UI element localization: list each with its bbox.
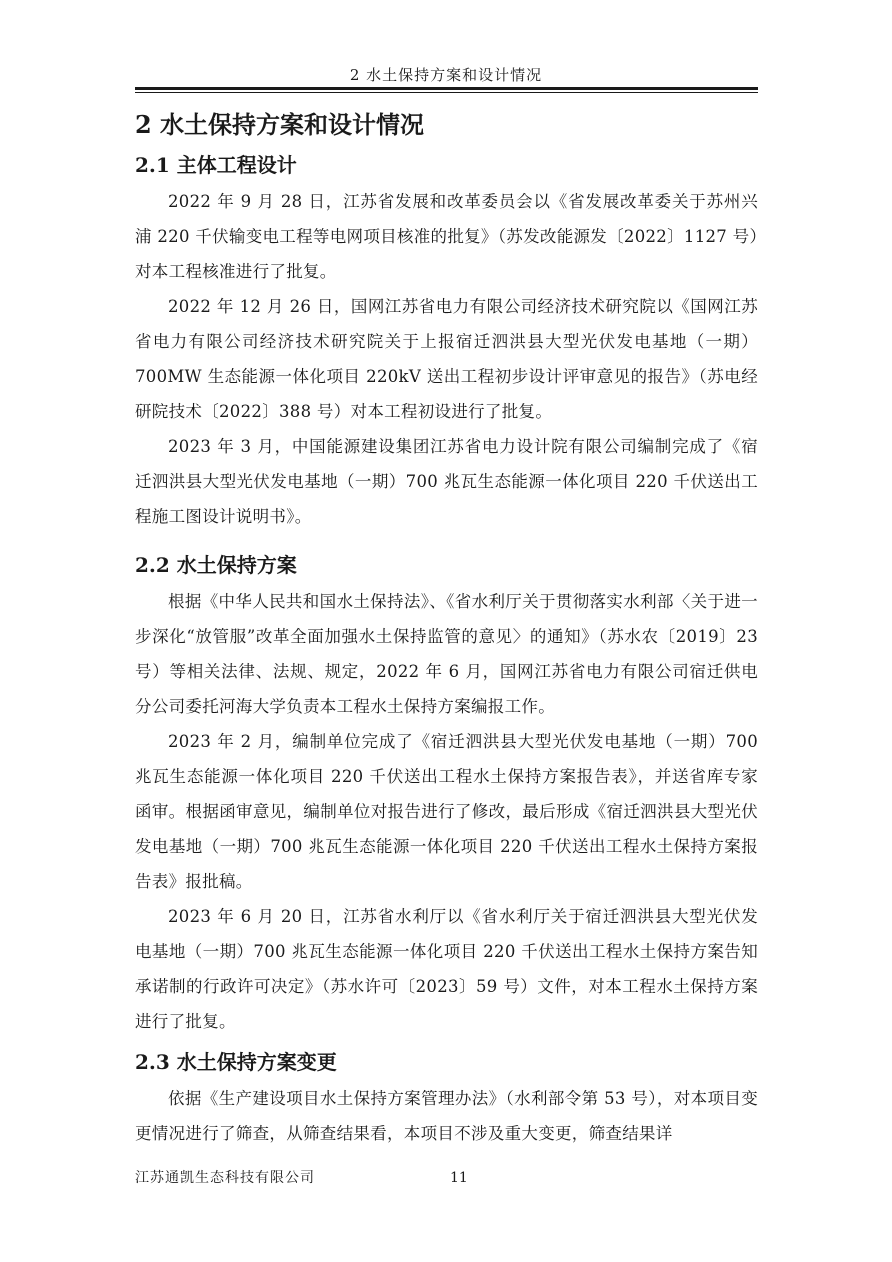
- paragraph: 2022 年 12 月 26 日，国网江苏省电力有限公司经济技术研究院以《国网江苏省电力有限公司经济技术研究院关于上报宿迁泗洪县大型光伏发电基地（一期）700MW 生态能源一体化项目 220kV 送出工程初步设计评审意见的报告》（苏电经研院技术〔2022〕388 号）对本工程初设进行了批复。: [135, 297, 758, 421]
- section-heading-2-3: 2.3 水土保持方案变更: [135, 1050, 337, 1074]
- header-rule-thin: [135, 92, 758, 93]
- paragraph: 2023 年 6 月 20 日，江苏省水利厅以《省水利厅关于宿迁泗洪县大型光伏发电基地（一期）700 兆瓦生态能源一体化项目 220 千伏送出工程水土保持方案告知承诺制的行政许可决定》（苏水许可〔2023〕59 号）文件，对本工程水土保持方案进行了批复。: [135, 907, 758, 1031]
- chapter-title: 2 水土保持方案和设计情况: [135, 110, 425, 139]
- paragraph: 2023 年 2 月，编制单位完成了《宿迁泗洪县大型光伏发电基地（一期）700 兆瓦生态能源一体化项目 220 千伏送出工程水土保持方案报告表》，并送省库专家函审。根据函审意见，编制单位对报告进行了修改，最后形成《宿迁泗洪县大型光伏发电基地（一期）700 兆瓦生态能源一体化项目 220 千伏送出工程水土保持方案报告表》报批稿。: [135, 732, 758, 891]
- page-body: [135, 104, 758, 1151]
- footer-company: 江苏通凯生态科技有限公司: [135, 1170, 315, 1186]
- paragraph: 2022 年 9 月 28 日，江苏省发展和改革委员会以《省发展改革委关于苏州兴浦 220 千伏输变电工程等电网项目核准的批复》（苏发改能源发〔2022〕1127 号）对本工程核准进行了批复。: [135, 192, 758, 281]
- page-footer: [135, 1167, 758, 1189]
- paragraph: 根据《中华人民共和国水土保持法》、《省水利厅关于贯彻落实水利部〈关于进一步深化“放管服”改革全面加强水土保持监管的意见〉的通知》（苏水农〔2019〕23 号）等相关法律、法规、规定，2022 年 6 月，国网江苏省电力有限公司宿迁供电分公司委托河海大学负责本工程水土保持方案编报工作。: [135, 592, 758, 716]
- header-rule-thick: [135, 87, 758, 90]
- paragraph: 2023 年 3 月，中国能源建设集团江苏省电力设计院有限公司编制完成了《宿迁泗洪县大型光伏发电基地（一期）700 兆瓦生态能源一体化项目 220 千伏送出工程施工图设计说明书》。: [135, 437, 758, 526]
- paragraph: 依据《生产建设项目水土保持方案管理办法》（水利部令第 53 号），对本项目变更情况进行了筛查，从筛查结果看，本项目不涉及重大变更，筛查结果详: [135, 1089, 758, 1143]
- section-heading-2-2: 2.2 水土保持方案: [135, 553, 297, 577]
- running-header: 2 水土保持方案和设计情况: [349, 66, 543, 84]
- section-heading-2-1: 2.1 主体工程设计: [135, 153, 297, 177]
- page-number: 11: [450, 1170, 468, 1186]
